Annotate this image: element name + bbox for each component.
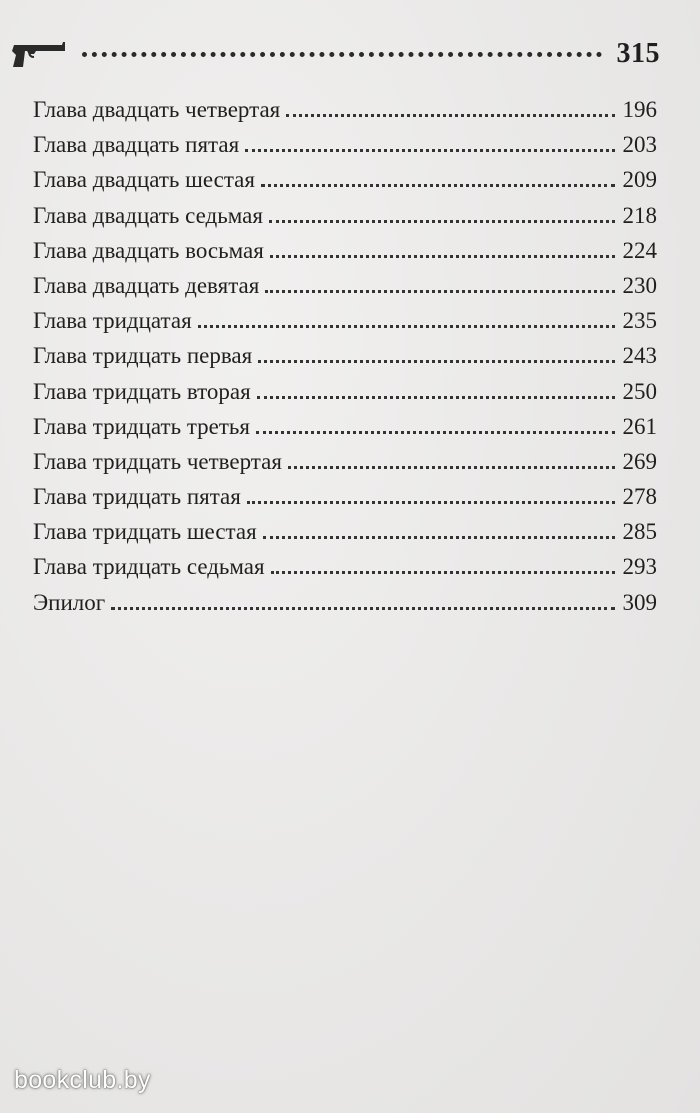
page-number: 315 <box>616 38 660 69</box>
toc-title: Глава тридцать вторая <box>33 378 251 404</box>
toc-page-number: 235 <box>622 308 657 334</box>
toc-page-number: 243 <box>622 343 657 369</box>
header-dotted-rule <box>82 42 602 57</box>
toc-page-number: 224 <box>622 237 657 263</box>
toc-entry <box>33 514 657 549</box>
toc-page-number: 309 <box>622 589 657 615</box>
toc-page-number: 278 <box>622 484 657 510</box>
toc-dot-leader <box>265 290 614 293</box>
toc-page-number: 293 <box>622 554 657 580</box>
watermark: bookclub.by <box>14 1066 151 1094</box>
toc-entry <box>33 409 657 444</box>
toc-page-number: 230 <box>622 272 657 298</box>
toc-dot-leader <box>245 149 614 152</box>
toc-entry <box>33 233 657 268</box>
toc-dot-leader <box>198 325 615 328</box>
toc-dot-leader <box>111 607 614 610</box>
toc-title: Глава тридцать седьмая <box>33 554 265 580</box>
toc-title: Эпилог <box>33 589 106 615</box>
toc-dot-leader <box>257 396 615 399</box>
toc-dot-leader <box>286 114 614 117</box>
toc-title: Глава двадцать четвертая <box>33 97 281 122</box>
toc-title: Глава тридцать третья <box>33 413 250 439</box>
toc-page-number: 196 <box>622 97 657 122</box>
toc-dot-leader <box>288 466 615 469</box>
toc-title: Глава двадцать пятая <box>33 132 240 158</box>
toc-title: Глава двадцать шестая <box>33 167 255 193</box>
toc-title: Глава тридцать шестая <box>33 519 257 545</box>
toc-title: Глава тридцатая <box>33 308 192 334</box>
toc-dot-leader <box>256 431 615 434</box>
toc-dot-leader <box>261 184 615 187</box>
toc-entry <box>33 268 657 303</box>
toc-dot-leader <box>269 220 615 223</box>
toc-page-number: 269 <box>622 448 657 474</box>
toc-dot-leader <box>258 360 614 363</box>
toc-title: Глава двадцать девятая <box>33 272 260 298</box>
toc-entry <box>33 162 657 197</box>
toc-page-number: 203 <box>622 132 657 158</box>
toc-page-number: 261 <box>622 413 657 439</box>
toc-dot-leader <box>247 501 615 504</box>
toc-page-number: 209 <box>622 167 657 193</box>
toc-entry <box>33 479 657 514</box>
toc-page-number: 285 <box>622 519 657 545</box>
toc-page-number: 218 <box>622 202 657 228</box>
toc-dot-leader <box>271 571 615 574</box>
toc-dot-leader <box>270 255 615 258</box>
toc-entry <box>33 198 657 233</box>
toc-entry <box>33 92 657 127</box>
toc-entry <box>33 127 657 162</box>
toc-entry <box>33 303 657 338</box>
toc-title: Глава тридцать первая <box>33 343 253 369</box>
toc-page-number: 250 <box>622 378 657 404</box>
toc-entry <box>33 585 657 620</box>
toc-title: Глава двадцать восьмая <box>33 237 264 263</box>
toc-entry <box>33 374 657 409</box>
toc-title: Глава двадцать седьмая <box>33 202 263 228</box>
toc-entry <box>33 444 657 479</box>
toc-title: Глава тридцать пятая <box>33 484 241 510</box>
table-of-contents <box>33 92 657 620</box>
toc-dot-leader <box>263 536 615 539</box>
pistol-icon <box>10 40 66 70</box>
running-header <box>10 36 660 76</box>
toc-title: Глава тридцать четвертая <box>33 448 282 474</box>
toc-entry <box>33 338 657 373</box>
toc-entry <box>33 549 657 584</box>
